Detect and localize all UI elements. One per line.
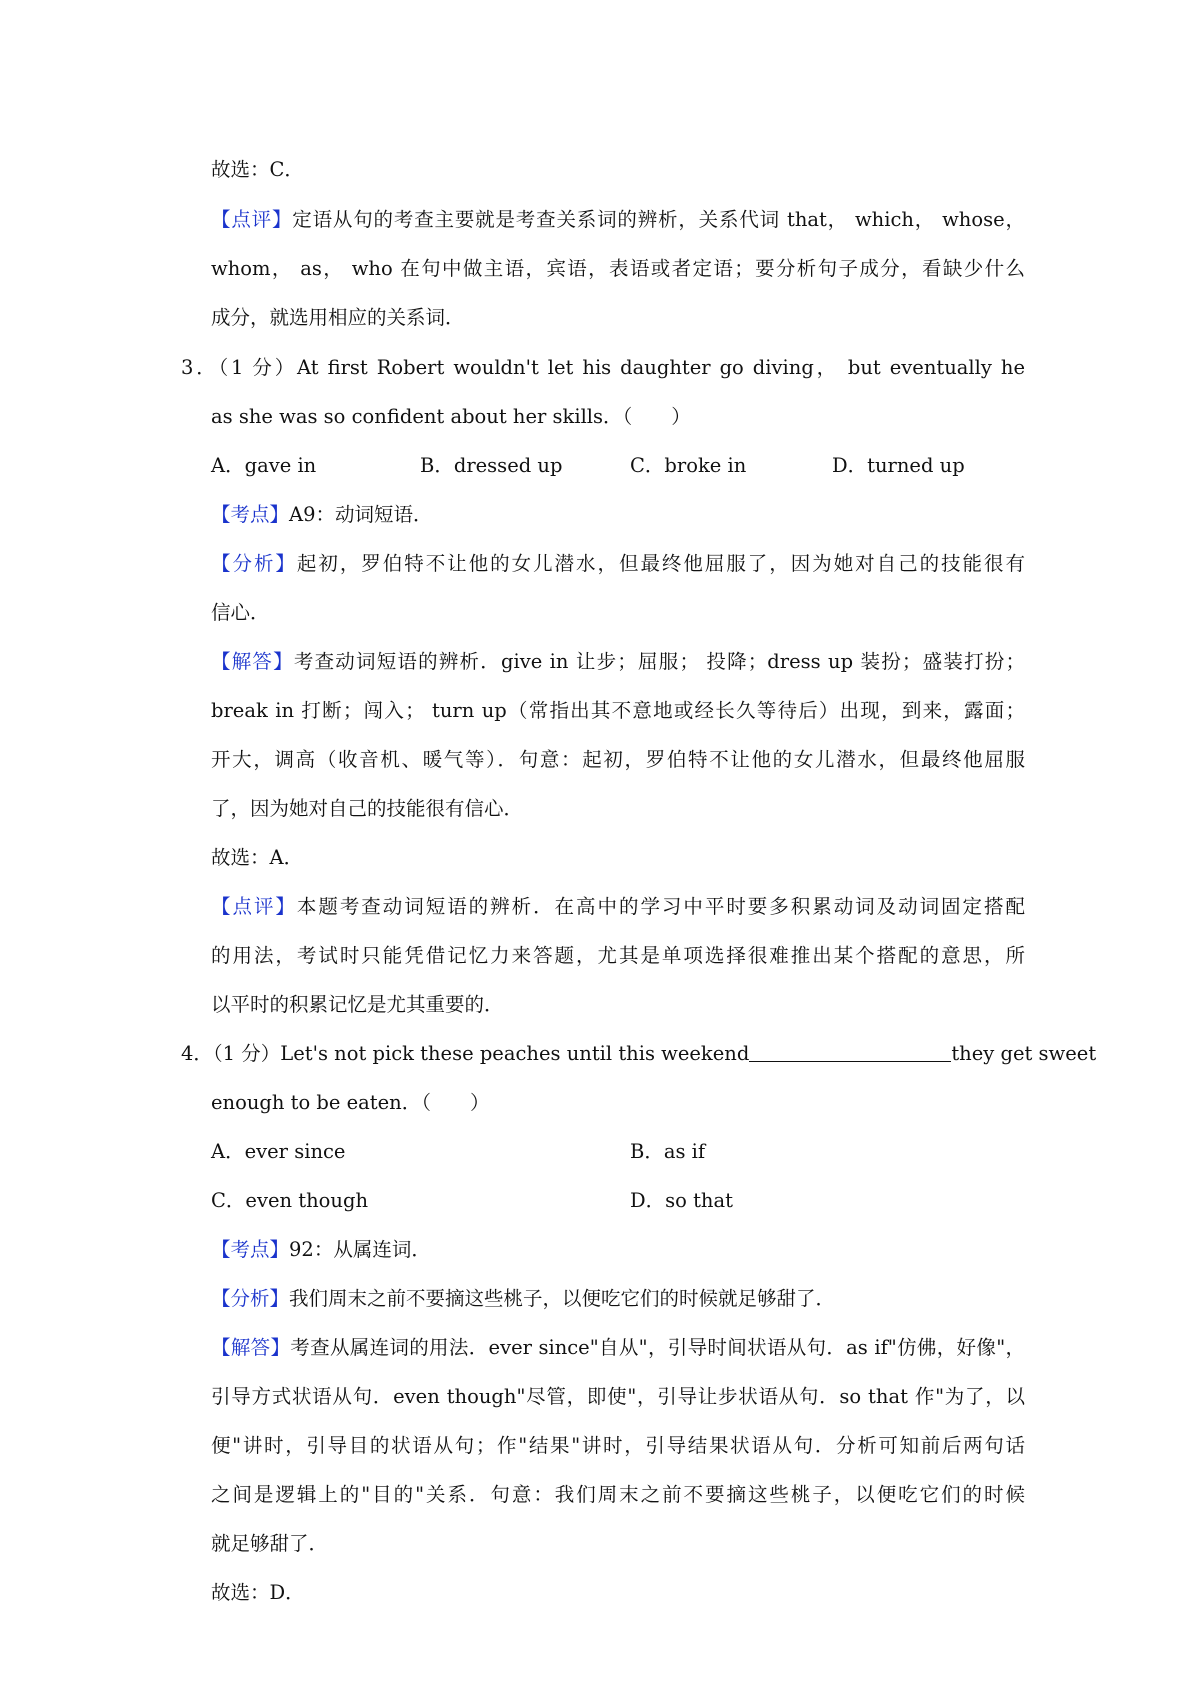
question-4-stem: 4．（1 分）Let's not pick these peaches until this weekend they get sweet xyxy=(181,1042,1097,1065)
question-4-stem-cont: enough to be eaten．（ ） xyxy=(211,1091,490,1114)
q3-jieda-cont: 开大，调高（收音机、暖气等）．句意：起初，罗伯特不让他的女儿潜水，但最终他屈服 xyxy=(211,748,1025,771)
kaodian-tag: 【考点】 xyxy=(211,503,290,526)
q3-kaodian: 【考点】A9：动词短语． xyxy=(211,503,433,526)
q3-option-a[interactable]: A．gave in xyxy=(211,454,317,477)
kaodian-tag: 【考点】 xyxy=(211,1238,290,1261)
q3-answer: 故选：A． xyxy=(211,846,304,869)
q4-jieda-cont: 便"讲时，引导目的状语从句；作"结果"讲时，引导结果状语从句．分析可知前后两句话 xyxy=(211,1434,1025,1457)
q3-option-d[interactable]: D．turned up xyxy=(832,454,965,477)
q4-option-c[interactable]: C．even though xyxy=(211,1189,369,1212)
question-3-stem: 3．（1 分）At first Robert wouldn't let his daughter go diving， but eventually he xyxy=(181,356,1025,379)
q4-option-a[interactable]: A．ever since xyxy=(211,1140,346,1163)
q3-jieda-cont: 了，因为她对自己的技能很有信心． xyxy=(211,797,524,820)
q4-answer: 故选：D． xyxy=(211,1581,305,1604)
q4-jieda: 【解答】考查从属连词的用法．ever since"自从"，引导时间状语从句．as if"仿佛，好像"， xyxy=(211,1336,1025,1359)
q3-fenxi-cont: 信心． xyxy=(211,601,270,624)
q3-dianping: 【点评】本题考查动词短语的辨析．在高中的学习中平时要多积累动词及动词固定搭配 xyxy=(211,895,1025,918)
q3-fenxi: 【分析】起初，罗伯特不让他的女儿潜水，但最终他屈服了，因为她对自己的技能很有 xyxy=(211,552,1025,575)
q3-jieda: 【解答】考查动词短语的辨析．give in 让步；屈服； 投降；dress up 装扮；盛装打扮； xyxy=(211,650,1025,673)
q3-jieda-cont: break in 打断；闯入； turn up（常指出其不意地或经长久等待后）出现，到来，露面； xyxy=(211,699,1025,722)
q3-option-b[interactable]: B．dressed up xyxy=(420,454,563,477)
q4-fenxi: 【分析】我们周末之前不要摘这些桃子，以便吃它们的时候就足够甜了． xyxy=(211,1287,836,1310)
comment-line: whom， as， who 在句中做主语，宾语，表语或者定语；要分析句子成分，看缺少什么 xyxy=(211,257,1025,280)
comment-tag: 【点评】 xyxy=(211,208,293,231)
q4-option-d[interactable]: D．so that xyxy=(630,1189,733,1212)
q4-jieda-cont: 引导方式状语从句．even though"尽管，即使"，引导让步状语从句．so that 作"为了，以 xyxy=(211,1385,1025,1408)
comment-line: 成分，就选用相应的关系词． xyxy=(211,306,465,329)
q4-jieda-cont: 之间是逻辑上的"目的"关系．句意：我们周末之前不要摘这些桃子，以便吃它们的时候 xyxy=(211,1483,1025,1506)
q3-option-c[interactable]: C．broke in xyxy=(630,454,747,477)
q3-dianping-cont: 的用法，考试时只能凭借记忆力来答题，尤其是单项选择很难推出某个搭配的意思，所 xyxy=(211,944,1025,967)
answer-line: 故选：C． xyxy=(211,158,304,181)
q4-kaodian: 【考点】92：从属连词． xyxy=(211,1238,431,1261)
answer-blank xyxy=(749,1041,951,1062)
q4-jieda-cont: 就足够甜了． xyxy=(211,1532,329,1555)
q4-option-b[interactable]: B．as if xyxy=(630,1140,706,1163)
dianping-tag: 【点评】 xyxy=(211,895,297,918)
comment-line: 【点评】定语从句的考查主要就是考查关系词的辨析，关系代词 that， which， whose， xyxy=(211,208,1025,231)
jieda-tag: 【解答】 xyxy=(211,650,294,673)
question-3-stem-cont: as she was so confident about her skills．（ ） xyxy=(211,405,691,428)
jieda-tag: 【解答】 xyxy=(211,1336,291,1359)
q3-dianping-cont: 以平时的积累记忆是尤其重要的． xyxy=(211,993,504,1016)
fenxi-tag: 【分析】 xyxy=(211,1287,290,1310)
fenxi-tag: 【分析】 xyxy=(211,552,297,575)
